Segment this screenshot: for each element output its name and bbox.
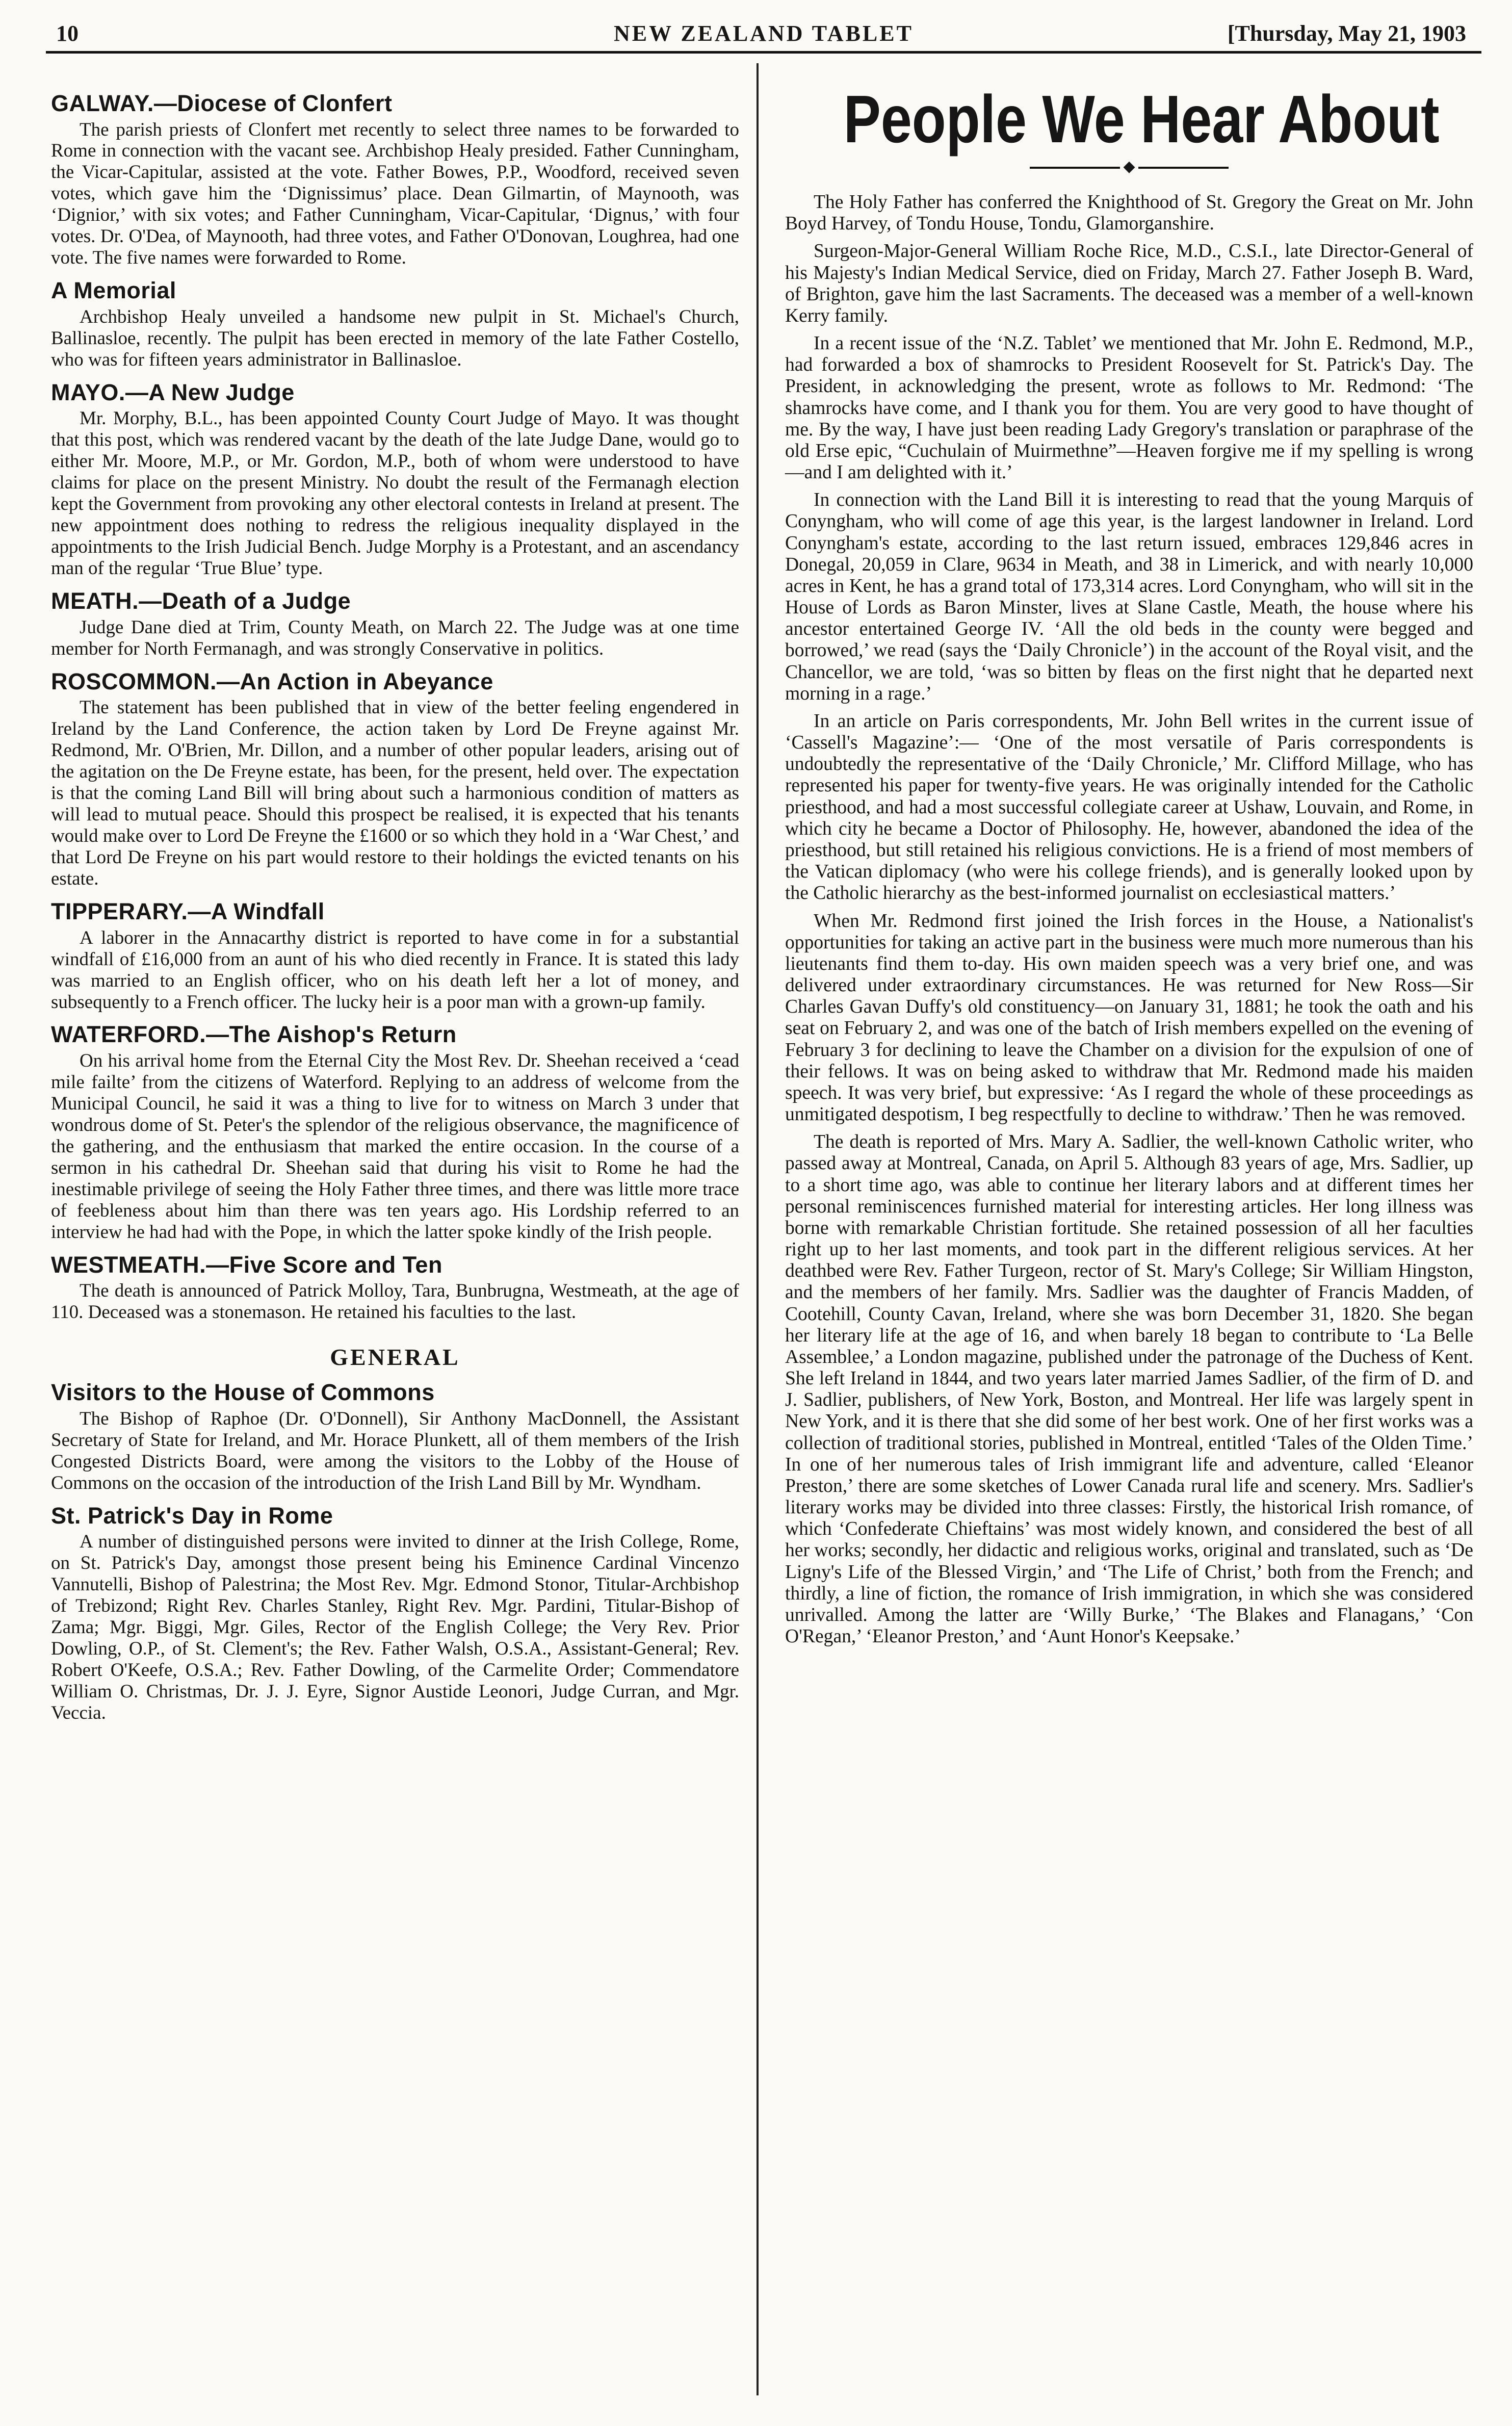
section-heading: Visitors to the House of Commons bbox=[51, 1379, 435, 1406]
section-heading: ROSCOMMON.—An Action in Abeyance bbox=[51, 668, 493, 694]
title-ornament bbox=[785, 159, 1473, 174]
column-divider bbox=[757, 63, 759, 2395]
article-paragraph: Mr. Morphy, B.L., has been appointed County Court Judge of Mayo. It was thought that this post, which was rendered vacant by the death of the late Judge Dane, would go to either Mr. Moore, M.P., or Mr. Gordon, M.P., both of whom were understood to have claims for place on the present Ministry. No doubt the result of the Fermanagh election kept the Government from provoking any other electoral contests in Ireland at present. The new appointment does nothing to redress the religious inequality displayed in the appointments to the Irish Judicial Bench. Judge Morphy is a Protestant, and an ascendancy man of the regular ‘True Blue’ type. bbox=[51, 408, 739, 579]
section-heading: St. Patrick's Day in Rome bbox=[51, 1502, 333, 1529]
feature-title: People We Hear About bbox=[843, 82, 1440, 157]
article-paragraph: On his arrival home from the Eternal City the Most Rev. Dr. Sheehan received a ‘cead mile failte’ from the citizens of Waterford. Replying to an address of welcome from the Municipal Council, he said it was a thing to live for to witness on March 3 under that wondrous dome of St. Peter's the splendor of the religious observance, the magnificence of the gathering, and the enthusiasm that marked the entire occasion. In the course of a sermon in his cathedral Dr. Sheehan said that during his visit to Rome he had the inestimable privilege of seeing the Holy Father three times, and there was little more trace of feebleness about him than there was ten years ago. His Lordship referred to an interview he had had with the Pope, in which the latter spoke kindly of the Irish people. bbox=[51, 1050, 739, 1243]
running-header bbox=[46, 14, 1481, 51]
article-paragraph: A laborer in the Annacarthy district is reported to have come in for a substantial windfall of £16,000 from an aunt of his who died recently in France. It is stated this lady was married to an English officer, who on his death left her a lot of money, and subsequently to a French officer. The lucky heir is a poor man with a grown-up family. bbox=[51, 927, 739, 1013]
section-heading: TIPPERARY.—A Windfall bbox=[51, 898, 325, 925]
diamond-icon: ◆ bbox=[1120, 159, 1138, 174]
section-heading: A Memorial bbox=[51, 277, 176, 304]
left-column bbox=[51, 91, 739, 1724]
masthead: NEW ZEALAND TABLET bbox=[614, 21, 914, 46]
article-paragraph: Judge Dane died at Trim, County Meath, on March 22. The Judge was at one time member for North Fermanagh, and was strongly Conservative in politics. bbox=[51, 616, 739, 659]
article-paragraph: In a recent issue of the ‘N.Z. Tablet’ we mentioned that Mr. John E. Redmond, M.P., had forwarded a box of shamrocks to President Roosevelt for St. Patrick's Day. The President, in acknowledging the present, wrote as follows to Mr. Redmond: ‘The shamrocks have come, and I thank you for them. You are very good to have thought of me. By the way, I have just been reading Lady Gregory's translation or paraphrase of the old Erse epic, “Cuchulain of Muirmethne”—Heaven forgive me if my spelling is wrong—and I am delighted with it.’ bbox=[785, 333, 1473, 483]
right-column bbox=[785, 82, 1473, 1654]
article-paragraph: In an article on Paris correspondents, Mr. John Bell writes in the current issue of ‘Cassell's Magazine’:— ‘One of the most versatile of Paris correspondents is undoubtedly the representative of the ‘Daily Chronicle,’ Mr. Clifford Millage, who has represented his paper for twenty-five years. He was originally intended for the Catholic priesthood, and had a most successful collegiate career at Ushaw, Louvain, and Rome, in which city he became a Doctor of Philosophy. He, however, abandoned the idea of the priesthood, but still retained his religious convictions. He is a friend of most members of the Vatican diplomacy (who were his college friends), and is generally looked upon by the Catholic hierarchy as the best-informed journalist on ecclesiastical matters.’ bbox=[785, 710, 1473, 904]
article-paragraph: The statement has been published that in view of the better feeling engendered in Ireland by the Land Conference, the action taken by Lord De Freyne against Mr. Redmond, Mr. O'Brien, Mr. Dillon, and a number of other popular leaders, arising out of the agitation on the De Freyne estate, has been, for the present, held over. The expectation is that the coming Land Bill will bring about such a harmonious condition of matters as will lead to mutual peace. Should this prospect be realised, it is expected that his tenants would make over to Lord De Freyne the £1600 or so which they hold in a ‘War Chest,’ and that Lord De Freyne on his part would restore to their holdings the evicted tenants on his estate. bbox=[51, 697, 739, 890]
article-paragraph: The death is reported of Mrs. Mary A. Sadlier, the well-known Catholic writer, who passed away at Montreal, Canada, on April 5. Although 83 years of age, Mrs. Sadlier, up to a short time ago, was able to continue her literary labors and at different times her personal reminiscences furnished material for interesting articles. Her long illness was borne with remarkable Christian fortitude. She retained possession of all her faculties right up to her last moments, and took part in the different religious services. At her deathbed were Rev. Father Turgeon, rector of St. Mary's College; Sir William Hingston, and the members of her family. Mrs. Sadlier was the daughter of Francis Madden, of Cootehill, County Cavan, Ireland, where she was born December 31, 1820. She began her literary life at the age of 16, and when barely 18 began to contribute to ‘La Belle Assemblee,’ a London magazine, published under the patronage of the Duchess of Kent. She left Ireland in 1844, and two years later married James Sadlier, of the firm of D. and J. Sadlier, publishers, of New York, Boston, and Montreal. Her life was largely spent in New York, and it is there that she did some of her best work. One of her first works was a collection of traditional stories, published in Montreal, entitled ‘Tales of the Olden Time.’ In one of her numerous tales of Irish immigrant life and adventure, called ‘Eleanor Preston,’ there are some sketches of Lower Canada rural life and scenery. Mrs. Sadlier's literary works may be divided into three classes: Firstly, the historical Irish romance, of which ‘Confederate Chieftains’ was most widely known, and considered the best of all her works; secondly, her didactic and religious works, original and translated, such as ‘De Ligny's Life of the Blessed Virgin,’ and ‘The Life of Christ,’ both from the French; and thirdly, a line of fiction, the romance of Irish immigration, in which she was considered unrivalled. Among the latter are ‘Willy Burke,’ ‘The Blakes and Flanagans,’ ‘Con O'Regan,’ ‘Eleanor Preston,’ and ‘Aunt Honor's Keepsake.’ bbox=[785, 1131, 1473, 1647]
article-paragraph: A number of distinguished persons were invited to dinner at the Irish College, Rome, on St. Patrick's Day, amongst those present being his Eminence Cardinal Vincenzo Vannutelli, Bishop of Palestrina; the Most Rev. Mgr. Edmond Stonor, Titular-Archbishop of Trebizond; Right Rev. Charles Stanley, Right Rev. Mgr. Pardini, Titular-Bishop of Zama; Mgr. Biggi, Mgr. Giles, Rector of the English College; the Very Rev. Prior Dowling, O.P., of St. Clement's; the Rev. Father Walsh, O.S.A., Assistant-General; Rev. Robert O'Keefe, O.S.A.; Rev. Father Dowling, of the Carmelite Order; Commendatore William O. Christmas, Dr. J. J. Eyre, Signor Austide Leonori, Judge Curran, and Mgr. Veccia. bbox=[51, 1531, 739, 1724]
section-heading: MAYO.—A New Judge bbox=[51, 379, 295, 405]
article-paragraph: The parish priests of Clonfert met recently to select three names to be forwarded to Rome in connection with the vacant see. Archbishop Healy presided. Father Cunningham, the Vicar-Capitular, assisted at the vote. Father Bowes, P.P., Woodford, received seven votes, which gave him the ‘Dignissimus’ place. Dean Gilmartin, of Maynooth, was ‘Dignior,’ with six votes; and Father Cunningham, Vicar-Capitular, ‘Dignus,’ with four votes. Dr. O'Dea, of Maynooth, had three votes, and Father O'Donovan, Loughrea, had one vote. The five names were forwarded to Rome. bbox=[51, 119, 739, 269]
article-paragraph: Surgeon-Major-General William Roche Rice, M.D., C.S.I., late Director-General of his Majesty's Indian Medical Service, died on Friday, March 27. Father Joseph B. Ward, of Brighton, gave him the last Sacraments. The deceased was a member of a well-known Kerry family. bbox=[785, 241, 1473, 326]
page-number: 10 bbox=[56, 21, 79, 46]
article-paragraph: The Bishop of Raphoe (Dr. O'Donnell), Sir Anthony MacDonnell, the Assistant Secretary of State for Ireland, and Mr. Horace Plunkett, all of them members of the Irish Congested Districts Board, were among the visitors to the Lobby of the House of Commons on the occasion of the introduction of the Irish Land Bill by Mr. Wyndham. bbox=[51, 1408, 739, 1493]
issue-date: [Thursday, May 21, 1903 bbox=[1227, 21, 1466, 46]
article-paragraph: The death is announced of Patrick Molloy, Tara, Bunbrugna, Westmeath, at the age of 110. Deceased was a stonemason. He retained his faculties to the last. bbox=[51, 1280, 739, 1323]
section-heading: MEATH.—Death of a Judge bbox=[51, 588, 351, 614]
general-heading: GENERAL bbox=[330, 1344, 460, 1371]
section-heading: WESTMEATH.—Five Score and Ten bbox=[51, 1251, 442, 1278]
section-heading: WATERFORD.—The Aishop's Return bbox=[51, 1021, 457, 1048]
article-paragraph: When Mr. Redmond first joined the Irish forces in the House, a Nationalist's opportunities for taking an active part in the business were much more numerous than his lieutenants find them to-day. His own maiden speech was a very brief one, and was delivered under extraordinary circumstances. He was returned for New Ross—Sir Charles Gavan Duffy's old constituency—on January 31, 1881; he took the oath and his seat on February 2, and was one of the batch of Irish members expelled on the evening of February 3 for declining to leave the Chamber on a division for the expulsion of one of their fellows. It was on being asked to withdraw that Mr. Redmond made his maiden speech. It was very brief, but expressive: ‘As I regard the whole of these proceedings as unmitigated despotism, I beg respectfully to decline to withdraw.’ Then he was removed. bbox=[785, 910, 1473, 1125]
article-paragraph: Archbishop Healy unveiled a handsome new pulpit in St. Michael's Church, Ballinasloe, recently. The pulpit has been erected in memory of the late Father Costello, who was for fifteen years administrator in Ballinasloe. bbox=[51, 306, 739, 370]
header-rule bbox=[46, 51, 1481, 54]
article-paragraph: In connection with the Land Bill it is interesting to read that the young Marquis of Conyngham, who will come of age this year, is the largest landowner in Ireland. Lord Conyngham's estate, according to the last return issued, embraces 129,846 acres in Donegal, 20,059 in Clare, 9634 in Meath, and 38 in Limerick, and with nearly 10,000 acres in Kent, he has a grand total of 173,314 acres. Lord Conyngham, who will sit in the House of Lords as Baron Minster, lives at Slane Castle, Meath, the house where his ancestor entertained George IV. ‘All the old beds in the county were begged and borrowed,’ we read (says the ‘Daily Chronicle’) in the account of the Royal visit, and the Chancellor, we are told, ‘was so bitten by fleas on the first night that he departed next morning in a rage.’ bbox=[785, 489, 1473, 704]
article-paragraph: The Holy Father has conferred the Knighthood of St. Gregory the Great on Mr. John Boyd Harvey, of Tondu House, Tondu, Glamorganshire. bbox=[785, 192, 1473, 235]
section-heading: GALWAY.—Diocese of Clonfert bbox=[51, 90, 393, 116]
